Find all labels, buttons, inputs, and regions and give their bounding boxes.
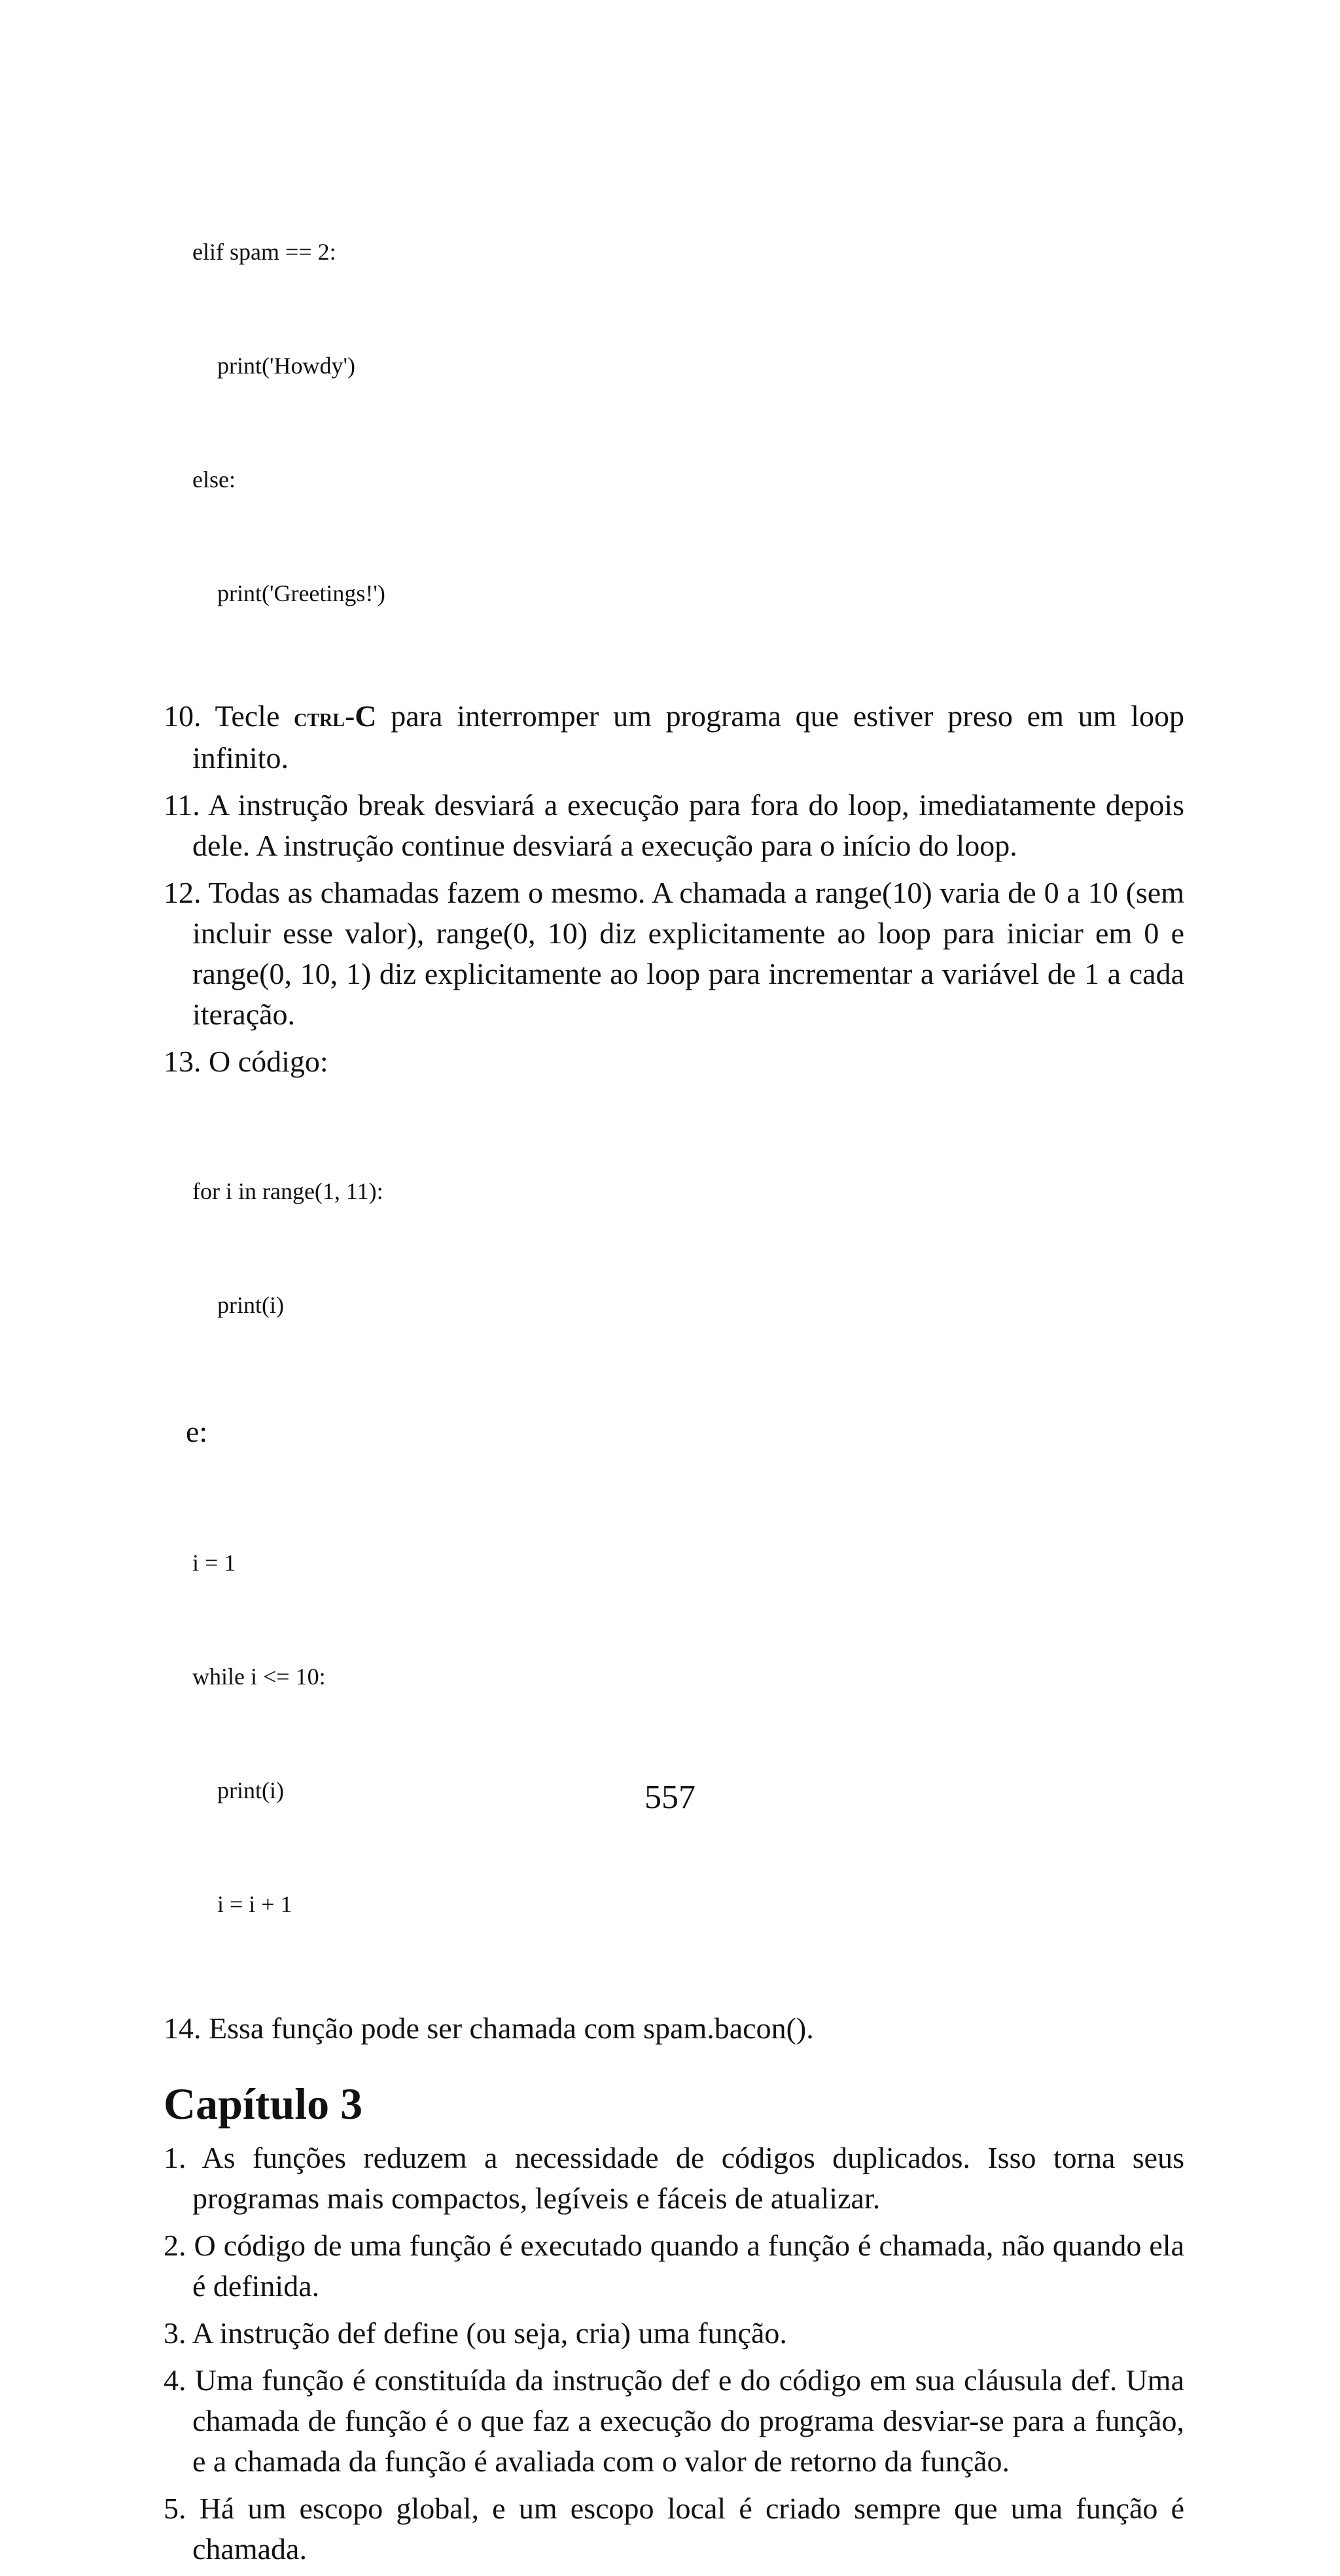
page-content <box>164 157 1184 2576</box>
chapter3-item-2: 2. O código de uma função é executado quando a função é chamada, não quando ela é definida. <box>164 2229 1184 2303</box>
code-block-for <box>192 1096 1184 1400</box>
answer-item-11: 11. A instrução break desviará a execução para fora do loop, imediatamente depois dele. A instrução continue desviará a execução para o início do loop. <box>164 788 1184 862</box>
answer-item-13: 13. O código: <box>164 1045 328 1078</box>
code-line: print(i) <box>217 1777 284 1803</box>
connector-text: e: <box>186 1415 208 1448</box>
chapter3-item-1: 1. As funções reduzem a necessidade de códigos duplicados. Isso torna seus programas mais compactos, legíveis e fáceis de atualizar. <box>164 2141 1184 2215</box>
code-line: elif spam == 2: <box>192 239 336 265</box>
code-line: print('Greetings!') <box>217 580 385 606</box>
code-line: print(i) <box>217 1292 284 1318</box>
code-line: while i <= 10: <box>192 1663 326 1690</box>
chapter3-item-4: 4. Uma função é constituída da instrução def e do código em sua cláusula def. Uma chamada de função é o que faz a execução do programa desviar-se para a função, e a chamada da função é avaliada com o valor de retorno da função. <box>164 2363 1184 2478</box>
code-line: print('Howdy') <box>217 353 355 379</box>
key-ctrl: ctrl <box>294 703 345 732</box>
code-line: else: <box>192 466 236 493</box>
answer-item-12: 12. Todas as chamadas fazem o mesmo. A chamada a range(10) varia de 0 a 10 (sem incluir esse valor), range(0, 10) diz explicitamente ao loop para iniciar em 0 e range(0, 10, 1) diz explicitamente ao loop para incrementar a variável de 1 a cada iteração. <box>164 876 1184 1031</box>
code-line: i = 1 <box>192 1550 236 1576</box>
chapter3-item-3: 3. A instrução def define (ou seja, cria) uma função. <box>164 2316 787 2350</box>
page-number: 557 <box>644 1779 696 1816</box>
key-c: -C <box>344 699 377 733</box>
code-line: i = i + 1 <box>217 1891 292 1917</box>
chapter-heading: Capítulo 3 <box>164 2079 363 2129</box>
code-block-while <box>192 1468 1184 1999</box>
answer-item-10 <box>164 696 1184 778</box>
answer-text: para interromper um programa que estiver preso em um loop infinito. <box>192 699 1184 775</box>
answer-text: 10. Tecle <box>164 699 294 733</box>
code-block-elif <box>192 157 1184 688</box>
answer-item-14: 14. Essa função pode ser chamada com spam.bacon(). <box>164 2011 814 2045</box>
code-line: for i in range(1, 11): <box>192 1178 383 1204</box>
chapter3-item-5: 5. Há um escopo global, e um escopo local é criado sempre que uma função é chamada. <box>164 2492 1184 2566</box>
